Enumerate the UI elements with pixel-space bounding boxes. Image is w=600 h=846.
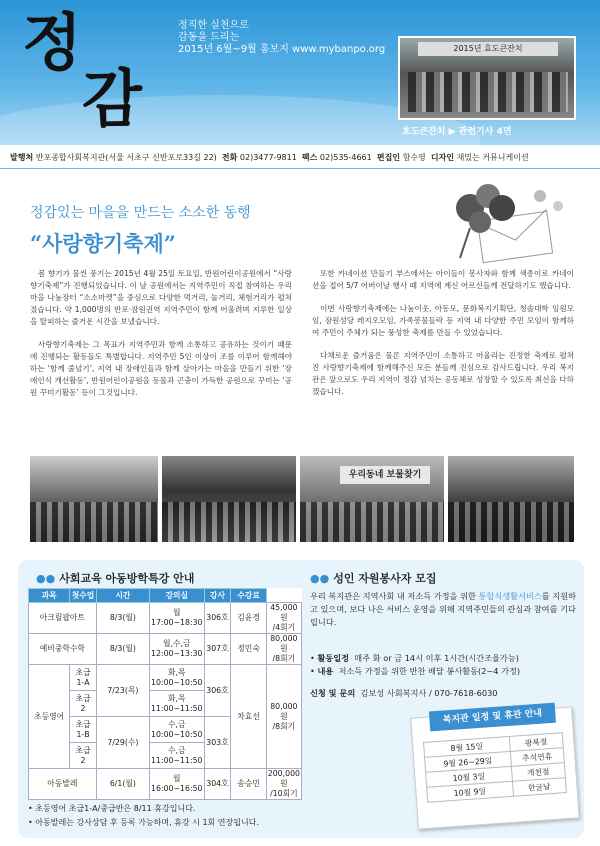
cell-fee: [266, 634, 301, 665]
publisher: 반포종합사회복지관(서울 서초구 신반포로33길 22): [35, 153, 217, 162]
cell-subject-text: 아동발레: [47, 779, 78, 788]
holiday-table: [423, 732, 567, 803]
tagline-line: 2015년 6월~9월 홍보지 www.mybanpo.org: [178, 44, 386, 55]
cell-room-text: 307호: [206, 644, 229, 653]
festival-photo: [162, 456, 296, 542]
content-value: 저소득 가정을 위한 반찬 배달 봉사활동(2~4 가정): [338, 666, 521, 676]
cell-fee-text: 80,000원: [270, 701, 298, 721]
cell-level-text: 초급: [75, 667, 91, 677]
cell-level-text: 1-B: [76, 729, 90, 739]
table-row: [29, 634, 302, 665]
cell-teacher: [231, 665, 266, 769]
table-row: [29, 603, 302, 634]
publisher-label: 발행처: [10, 153, 34, 162]
holiday-name: 개천절: [511, 763, 565, 782]
article-paragraph: 또한 카네이션 만들기 부스에서는 아이들이 봉사자와 함께 색종이로 카네이션을 접어 5/7 어버이날 행사 때 지역에 계신 어르신들께 전달하기도 했습니다.: [312, 269, 574, 290]
cell-level-text: 초급: [75, 693, 91, 703]
cover-photo: [398, 36, 576, 120]
cell-level-text: 2: [80, 703, 86, 713]
table-header: 시간: [96, 589, 149, 603]
tel: 02)3477-9811: [239, 153, 297, 162]
cell-time-text: 월,수,금: [163, 639, 191, 648]
photo-crowd: [30, 502, 158, 542]
cell-fee: [266, 603, 301, 634]
cell-teacher: [231, 634, 266, 665]
holiday-date: 8월 15일: [424, 736, 510, 757]
festival-photo-strip: [30, 456, 574, 542]
cell-level: [70, 691, 97, 717]
program-note: • 아동발레는 강사상담 후 등록 가능하며, 휴강 시 1회 연장됩니다.: [28, 816, 259, 830]
holiday-notice-card: [410, 706, 579, 829]
cover-photo-caption: 효도큰잔치 ▶ 관련기사 4면: [402, 127, 512, 137]
cell-fee-text: /10회기: [270, 789, 298, 798]
article-paragraph: 사랑향기축제는 그 목표가 지역주민과 함께 소통하고 공유하는 것이기 때문에 진행되는 활동들도 특별합니다. 지역주민 5인 이상이 조를 이루어 함께해야하는 ‘함께 줄넘기’, 지역 내 장애인들과 함께 살아가는 마을을 만들기 위한 ‘장애인식 개선활동’, 반원어린이공원을 동물과 곤충이 가득한 공원으로 꾸미는 ‘공원 꾸미기활동’ 등이 그것입니다.: [30, 340, 292, 397]
table-header: 수강료: [231, 589, 266, 603]
cell-room-text: 303호: [206, 737, 229, 747]
program-schedule-table: [28, 588, 302, 800]
holiday-date: 10월 9일: [427, 781, 513, 802]
logo-char-2: 감: [82, 62, 142, 135]
volunteer-section-title: [310, 570, 437, 586]
cover-photo-people: [408, 72, 568, 112]
cell-time-text: 10:00~10:50: [151, 677, 203, 687]
cell-group-text: 초등영어: [34, 711, 65, 721]
cell-subject: [29, 769, 97, 800]
tagline-line: 감동을 드리는: [178, 32, 240, 43]
festival-photo: [300, 456, 444, 542]
tel-label: 전화: [221, 153, 238, 162]
article-title: “사랑향기축제”: [30, 231, 176, 256]
schedule-value: 매주 화 or 금 14시 이후 1시간(시간조율가능): [354, 653, 519, 663]
cell-first: [96, 769, 149, 800]
cell-level: [70, 665, 97, 691]
cell-time-text: 10:00~10:50: [151, 729, 203, 739]
cell-time-text: 16:00~16:50: [151, 784, 203, 793]
cell-room-text: 304호: [206, 779, 229, 788]
volunteer-contact: [310, 688, 498, 699]
cell-time: [150, 769, 204, 800]
cell-room-text: 306호: [206, 613, 229, 622]
flower-envelope-illustration: [440, 178, 570, 266]
cell-teacher-text: 정민숙: [237, 644, 260, 653]
program-title: 사회교육 아동방학특강 안내: [59, 572, 195, 585]
cell-time: [150, 717, 204, 743]
program-section-title: [36, 570, 194, 586]
volunteer-body: [310, 590, 582, 629]
cell-time: [150, 691, 204, 717]
editor-label: 편집인: [376, 153, 401, 162]
table-header: 강의실: [150, 589, 204, 603]
table-header-row: [29, 589, 302, 603]
volunteer-body-text: 를 지원하고 있으며, 보다 나은 서비스 운영을 위해 지역주민들의 관심과 참여를 기다립니다.: [310, 591, 577, 627]
holiday-date: 10월 3일: [426, 766, 512, 787]
divider: [0, 168, 600, 169]
table-header: 첫수업: [70, 589, 97, 603]
cell-room-text: 306호: [206, 685, 229, 695]
cell-time-text: 월: [173, 774, 181, 783]
masthead-header: [0, 0, 600, 145]
editor: 함수영: [402, 153, 426, 162]
table-row: [29, 769, 302, 800]
photo-crowd: [162, 502, 296, 542]
cell-subject-text: 아크릴팝아트: [39, 613, 85, 622]
cell-fee-text: 80,000원: [270, 634, 298, 653]
article-paragraph: 다채로운 즐거움은 물론 지역주민이 소통하고 어울리는 진정한 축제로 펼쳐진 사랑향기축제에 함께해주신 모든 분들께 진심으로 감사드립니다. 우리 복지관은 앞으로도 우리 지역이 정감 넘치는 공동체로 성장할 수 있도록 최선을 다하겠습니다.: [312, 351, 574, 396]
cell-fee-text: 200,000원: [267, 769, 300, 788]
cell-fee-text: 45,000원: [270, 603, 298, 622]
cell-room: [204, 717, 231, 769]
cell-level-text: 1-A: [76, 677, 90, 687]
bullet-dot-icon: ●●: [310, 572, 330, 585]
article-paragraph: 이번 사랑향기축제에는 나눔이웃, 아동모, 문화복지기획단, 청솔대학 임원모임, 잠원성당 레지오모임, 가족봉물들락 등 지역 내 다양한 주민 모임이 함께하여 주민이 주체가 되는 풍성한 축제를 만들 수 있었습니다.: [312, 304, 574, 337]
publisher-info: [10, 152, 590, 163]
article-subtitle: 정감있는 마을을 만드는 소소한 동행: [30, 205, 251, 221]
design: 재밌는 커뮤니케이션: [456, 153, 529, 162]
cell-time: [150, 665, 204, 691]
article-paragraph: 봄 향기가 물씬 풍기는 2015년 4월 25일 토요일, 반원어린이공원에서 “사랑향기축제”가 진행되었습니다. 이 날 공원에서는 지역주민이 직접 참여하는 우리마을 나눔장터 “소소마켓”을 중심으로 다양한 먹거리, 놀거리, 체험거리가 펼쳐졌습니다. 약 1,000명의 반포·잠원권역 지역주민이 함께 어울려며 지루한 일상을 탈피하는 즐거운 시간을 보냈습니다.: [30, 269, 292, 326]
table-row: [29, 665, 302, 691]
fax-label: 팩스: [301, 153, 318, 162]
cell-room: [204, 603, 231, 634]
cell-fee-text: /8회기: [272, 654, 296, 663]
cell-teacher-text: 송승민: [237, 779, 260, 788]
holiday-title: 복지관 일정 및 휴관 안내: [429, 703, 556, 732]
cell-fee: [266, 769, 301, 800]
cell-fee-text: /4회기: [272, 623, 296, 632]
cell-teacher: [231, 603, 266, 634]
cell-level-text: 2: [80, 755, 86, 765]
tagline: [178, 20, 385, 56]
article-right-column: [312, 268, 574, 409]
content-label: 내용: [317, 666, 334, 676]
cell-subject-text: 예비중학수학: [39, 644, 85, 653]
holiday-name: 추석연휴: [510, 748, 564, 767]
bullet-dot-icon: ●●: [36, 572, 56, 585]
contact-label: 신청 및 문의: [310, 688, 356, 698]
cell-first-text: 8/3(월): [109, 644, 136, 653]
volunteer-schedule: [310, 652, 582, 665]
tagline-line: 정직한 실천으로: [178, 20, 249, 31]
cell-subject: [29, 603, 97, 634]
program-notes: [28, 802, 259, 830]
schedule-label: 활동일정: [317, 653, 350, 663]
cover-photo-banner: 2015년 효도큰잔치: [418, 42, 558, 56]
cell-first: [96, 634, 149, 665]
cell-group: [29, 665, 70, 769]
cell-teacher-text: 차효선: [237, 711, 260, 721]
cell-time-text: 11:00~11:50: [151, 703, 203, 713]
contact-value: 김보성 사회복지사 / 070-7618-6030: [360, 688, 498, 698]
cell-time: [150, 603, 204, 634]
table-header: 과목: [29, 589, 70, 603]
photo-sign: 우리동네 보물찾기: [340, 466, 430, 484]
cell-room: [204, 769, 231, 800]
cell-time-text: 12:00~13:30: [151, 649, 203, 658]
holiday-name: 한글날: [512, 778, 566, 797]
cell-first-text: 8/3(월): [109, 613, 136, 622]
cell-time-text: 11:00~11:50: [151, 755, 203, 765]
volunteer-content: [310, 665, 582, 678]
cell-level: [70, 717, 97, 743]
cell-time-text: 화,목: [168, 667, 186, 677]
cell-first: [96, 717, 149, 769]
cell-first-text: 7/23(목): [107, 685, 139, 695]
cell-first: [96, 665, 149, 717]
cell-teacher: [231, 769, 266, 800]
festival-photo: [448, 456, 574, 542]
cell-time: [150, 743, 204, 769]
cell-time-text: 수,금: [168, 745, 186, 755]
photo-crowd: [448, 502, 574, 542]
logo-char-1: 정: [22, 6, 82, 79]
volunteer-body-text: 우리 복지관은 지역사회 내 저소득 가정을 위한: [310, 591, 479, 601]
cell-level: [70, 743, 97, 769]
cell-time-text: 17:00~18:30: [151, 618, 203, 627]
cell-first-text: 7/29(수): [107, 737, 139, 747]
cell-room: [204, 665, 231, 717]
table-header: 강사: [204, 589, 231, 603]
cell-room: [204, 634, 231, 665]
article-left-column: [30, 268, 292, 410]
cell-level-text: 초급: [75, 719, 91, 729]
cell-time: [150, 634, 204, 665]
program-note: • 초등영어 초급1-A/중급반은 8/11 휴강입니다.: [28, 802, 259, 816]
festival-photo: [30, 456, 158, 542]
cell-subject: [29, 634, 97, 665]
cell-fee: [266, 665, 301, 769]
cell-fee-text: /8회기: [272, 721, 296, 731]
volunteer-details: [310, 652, 582, 678]
cell-time-text: 수,금: [168, 719, 186, 729]
cell-teacher-text: 김윤경: [237, 613, 260, 622]
volunteer-highlight: 통합식생활서비스: [478, 591, 542, 601]
cell-level-text: 초급: [75, 745, 91, 755]
fax: 02)535-4661: [319, 153, 372, 162]
cell-time-text: 화,목: [168, 693, 186, 703]
cell-first-text: 6/1(월): [109, 779, 136, 788]
holiday-date: 9월 26~29일: [425, 751, 511, 772]
design-label: 디자인: [430, 153, 455, 162]
cell-first: [96, 603, 149, 634]
holiday-name: 광복절: [509, 733, 563, 752]
cell-time-text: 월: [173, 608, 181, 617]
photo-crowd: [300, 502, 444, 542]
volunteer-title: 성인 자원봉사자 모집: [333, 572, 437, 585]
